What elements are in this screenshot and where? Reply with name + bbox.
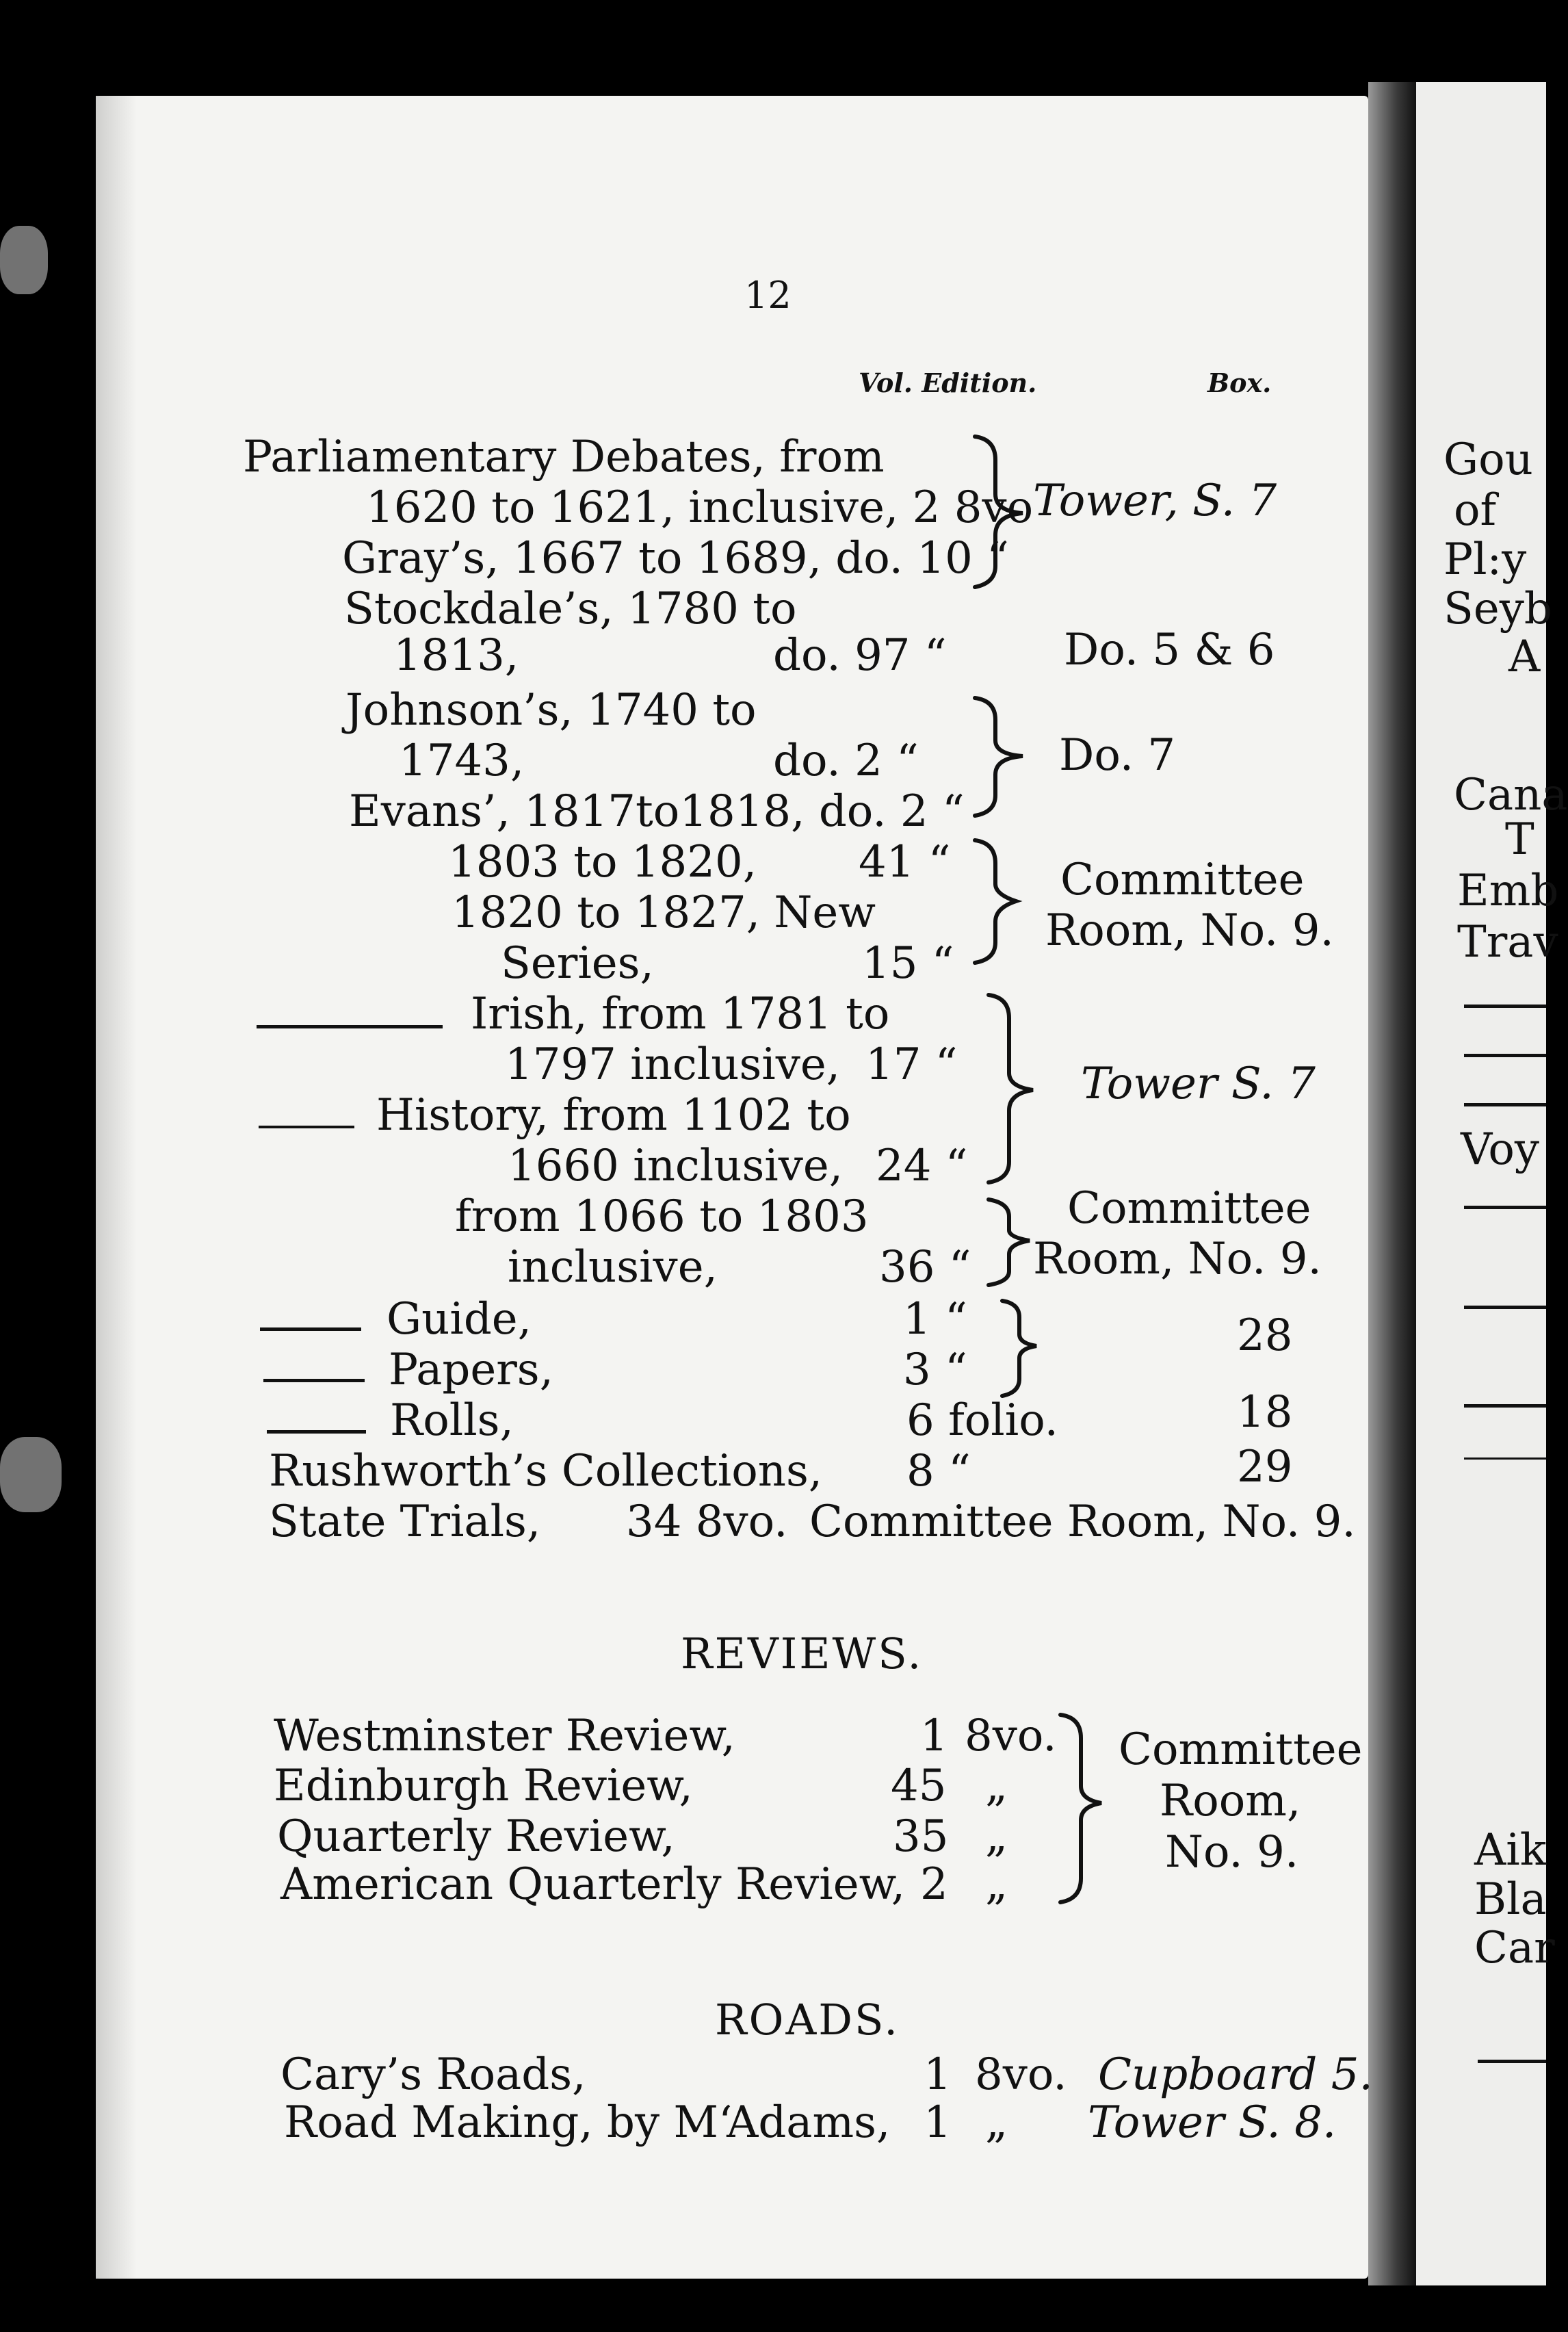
facing-fragment: Emb bbox=[1457, 866, 1559, 916]
location-label: Committee bbox=[1067, 1183, 1311, 1234]
ditto-dash bbox=[257, 1025, 443, 1028]
curly-brace bbox=[989, 1200, 1030, 1285]
curly-brace bbox=[989, 995, 1033, 1182]
facing-fragment: Trav bbox=[1457, 917, 1558, 968]
location-label: 28 bbox=[1237, 1310, 1293, 1361]
entry-line: 6 folio. bbox=[906, 1395, 1058, 1446]
page-edge-shadow bbox=[1368, 82, 1416, 2285]
facing-fragment: T bbox=[1505, 814, 1534, 865]
entry-line: Papers, bbox=[389, 1345, 553, 1395]
location-label: Room, No. 9. bbox=[1045, 905, 1334, 956]
facing-fragment: Pl:y bbox=[1443, 534, 1527, 585]
entry-line: Series, bbox=[501, 938, 654, 989]
entry-line: 3 “ bbox=[903, 1345, 967, 1395]
scan-blot bbox=[0, 1437, 62, 1512]
location-label: Tower S. 7 bbox=[1081, 1059, 1316, 1109]
entry-line: 1813, bbox=[393, 630, 519, 681]
entry-line: 36 “ bbox=[879, 1242, 971, 1293]
review-location: Room, bbox=[1160, 1776, 1301, 1826]
review-vol: 2 bbox=[920, 1859, 948, 1910]
location-label: Do. 5 & 6 bbox=[1064, 625, 1275, 675]
facing-fragment: Seyb bbox=[1443, 584, 1552, 634]
road-vol: 1 bbox=[924, 2049, 952, 2100]
road-edition: 8vo. bbox=[975, 2049, 1067, 2100]
section-heading-reviews: REVIEWS. bbox=[681, 1629, 924, 1679]
review-edition: 8vo. bbox=[965, 1711, 1057, 1761]
entry-line: 24 “ bbox=[876, 1141, 968, 1191]
entry-line: 1620 to 1621, inclusive, 2 8vo bbox=[366, 482, 1034, 533]
location-label: Committee bbox=[1060, 855, 1305, 905]
review-title: Quarterly Review, bbox=[277, 1811, 675, 1862]
page-gutter-shade bbox=[96, 96, 137, 2279]
review-vol: 45 bbox=[891, 1761, 947, 1811]
review-title: Edinburgh Review, bbox=[274, 1761, 693, 1811]
facing-rule bbox=[1464, 1054, 1546, 1057]
page-number: 12 bbox=[744, 274, 792, 317]
section-heading-roads: ROADS. bbox=[715, 1995, 900, 2045]
entry-line: Guide, bbox=[387, 1294, 532, 1345]
column-header-box: Box. bbox=[1207, 367, 1272, 398]
location-label: Room, No. 9. bbox=[1033, 1234, 1322, 1284]
curly-brace bbox=[1060, 1715, 1101, 1902]
road-edition: „ bbox=[985, 2097, 1008, 2148]
road-box: Cupboard 5. bbox=[1098, 2049, 1373, 2100]
location-label: Committee Room, No. 9. bbox=[809, 1497, 1356, 1547]
facing-fragment: Voy bbox=[1461, 1124, 1540, 1175]
brace-group bbox=[982, 991, 1043, 1306]
ditto-dash bbox=[260, 1327, 361, 1331]
road-title: Road Making, by M‘Adams, bbox=[284, 2097, 891, 2148]
road-vol: 1 bbox=[924, 2097, 952, 2148]
review-edition: „ bbox=[985, 1761, 1008, 1811]
entry-line: 1803 to 1820, bbox=[448, 837, 757, 888]
entry-line: inclusive, bbox=[508, 1242, 718, 1293]
entry-line: 1820 to 1827, New bbox=[452, 888, 876, 938]
entry-line: Parliamentary Debates, from bbox=[243, 432, 885, 482]
entry-line: do. 2 “ bbox=[773, 736, 919, 786]
location-label: 29 bbox=[1237, 1442, 1293, 1492]
entry-line: 34 8vo. bbox=[626, 1497, 788, 1547]
entry-line: 41 “ bbox=[859, 837, 951, 888]
entry-line: 8 “ bbox=[906, 1446, 971, 1497]
facing-rule bbox=[1464, 1404, 1546, 1408]
facing-rule bbox=[1464, 1103, 1546, 1106]
review-title: Westminster Review, bbox=[274, 1711, 735, 1761]
entry-line: Evans’, 1817to1818, do. 2 “ bbox=[349, 786, 965, 837]
curly-brace bbox=[975, 698, 1023, 816]
brace-group bbox=[1054, 1711, 1108, 1909]
facing-rule bbox=[1478, 2060, 1546, 2063]
road-box: Tower S. 8. bbox=[1088, 2097, 1337, 2148]
ditto-dash bbox=[259, 1126, 354, 1128]
entry-line: Gray’s, 1667 to 1689, do. 10 “ bbox=[342, 533, 1009, 584]
location-label: 18 bbox=[1237, 1387, 1293, 1438]
entry-line: 1797 inclusive, bbox=[505, 1039, 841, 1090]
entry-line: State Trials, bbox=[269, 1497, 541, 1547]
entry-line: 1743, bbox=[399, 736, 525, 786]
ditto-dash bbox=[263, 1379, 365, 1382]
location-label: Do. 7 bbox=[1059, 730, 1176, 781]
brace-group bbox=[968, 432, 1043, 1007]
facing-rule bbox=[1464, 1206, 1546, 1209]
location-label: Tower, S. 7 bbox=[1033, 476, 1277, 526]
column-header-vol-edition: Vol. Edition. bbox=[859, 367, 1037, 398]
facing-fragment: Car bbox=[1474, 1923, 1555, 1973]
review-location: Committee bbox=[1119, 1724, 1363, 1775]
review-vol: 1 bbox=[920, 1711, 948, 1761]
entry-line: Irish, from 1781 to bbox=[471, 989, 890, 1039]
review-edition: „ bbox=[985, 1811, 1008, 1862]
facing-rule bbox=[1464, 1005, 1546, 1008]
entry-line: 17 “ bbox=[865, 1039, 958, 1090]
facing-rule bbox=[1464, 1306, 1546, 1309]
facing-rule bbox=[1464, 1458, 1546, 1460]
facing-fragment: Cana bbox=[1454, 770, 1568, 820]
curly-brace bbox=[1002, 1301, 1036, 1396]
facing-fragment: Gou bbox=[1443, 435, 1533, 485]
road-title: Cary’s Roads, bbox=[280, 2049, 586, 2100]
entry-line: Johnson’s, 1740 to bbox=[345, 685, 757, 736]
review-edition: „ bbox=[985, 1859, 1008, 1910]
brace-group bbox=[995, 1297, 1050, 1406]
review-location: No. 9. bbox=[1165, 1827, 1299, 1878]
entry-line: Rushworth’s Collections, bbox=[269, 1446, 823, 1497]
review-vol: 35 bbox=[893, 1811, 949, 1862]
entry-line: Stockdale’s, 1780 to bbox=[344, 584, 797, 634]
entry-line: 15 “ bbox=[862, 938, 954, 989]
facing-fragment: of bbox=[1454, 485, 1497, 536]
entry-line: Rolls, bbox=[390, 1395, 514, 1446]
facing-fragment: Bla bbox=[1474, 1874, 1547, 1925]
facing-fragment: Aik bbox=[1474, 1825, 1547, 1876]
curly-brace bbox=[975, 437, 1023, 587]
entry-line: do. 97 “ bbox=[773, 630, 947, 681]
facing-fragment: A bbox=[1508, 632, 1541, 682]
ditto-dash bbox=[267, 1430, 366, 1434]
entry-line: from 1066 to 1803 bbox=[455, 1191, 869, 1242]
entry-line: 1 “ bbox=[903, 1294, 967, 1345]
review-title: American Quarterly Review, bbox=[280, 1859, 906, 1910]
curly-brace bbox=[975, 840, 1016, 963]
scan-blot bbox=[0, 226, 48, 294]
entry-line: History, from 1102 to bbox=[376, 1090, 851, 1141]
entry-line: 1660 inclusive, bbox=[508, 1141, 844, 1191]
